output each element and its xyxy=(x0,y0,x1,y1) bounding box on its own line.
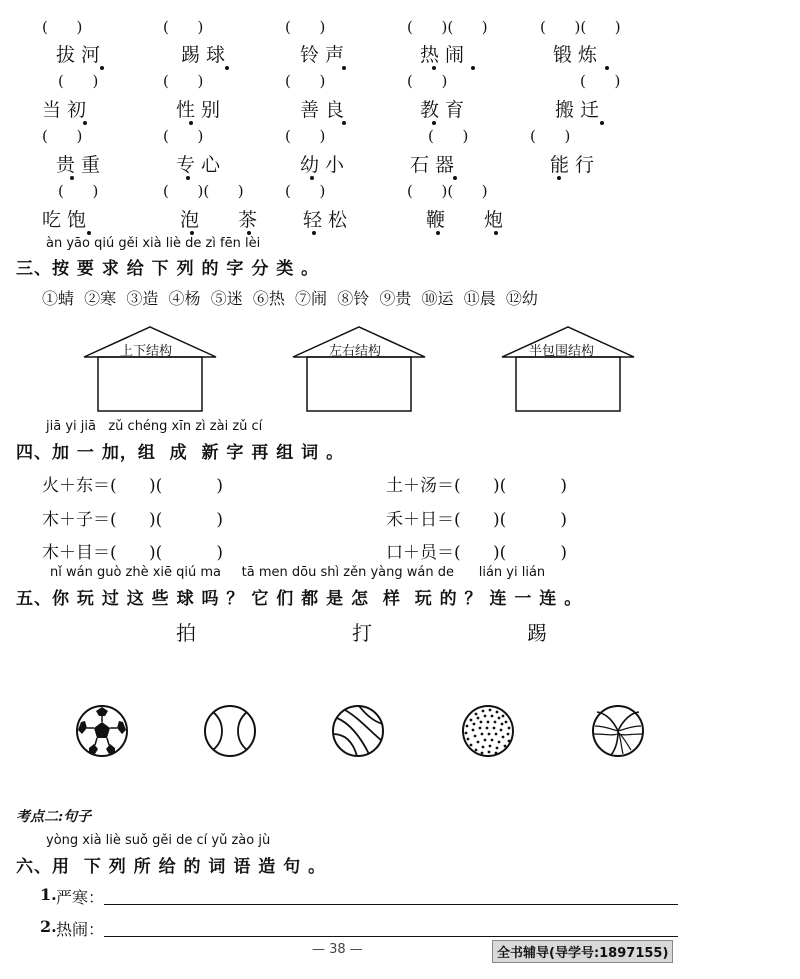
word: 石 器 xyxy=(410,154,455,176)
answer-line[interactable] xyxy=(104,904,678,905)
section-six-pinyin: yòng xià liè suǒ gěi de cí yǔ zào jù xyxy=(46,833,271,848)
pinyin-blank[interactable]: ( ) xyxy=(407,72,448,90)
volleyball-icon[interactable] xyxy=(591,704,645,758)
pinyin-blank[interactable]: ( ) xyxy=(285,72,326,90)
pinyin-blank[interactable]: ( ) xyxy=(163,127,204,145)
word: 性 别 xyxy=(176,99,221,121)
house-label: 左右结构 xyxy=(329,344,382,359)
pinyin-blank[interactable]: ( ) xyxy=(285,18,326,36)
verb-pat[interactable]: 拍 xyxy=(176,621,196,645)
word: 能 行 xyxy=(550,154,595,176)
page-number: — 38 — xyxy=(312,942,363,957)
equation-row[interactable]: 土＋汤＝( )( ) xyxy=(386,476,567,496)
item-label: 热闹： xyxy=(56,920,105,939)
word: 热 闹 xyxy=(420,44,465,66)
section-five-title: 五、你 玩 过 这 些 球 吗 ？ 它 们 都 是 怎 样 玩 的 ？ 连 一 连 。 xyxy=(16,589,583,609)
item-label: 严寒： xyxy=(56,888,105,907)
pinyin-blank[interactable]: ( ) xyxy=(163,18,204,36)
house-label: 上下结构 xyxy=(120,344,173,359)
word: 搬 迁 xyxy=(555,99,600,121)
basketball-icon[interactable] xyxy=(331,704,385,758)
word: 吃 饱 xyxy=(42,209,87,231)
equation-row[interactable]: 火＋东＝( )( ) xyxy=(42,476,223,496)
section-six-title: 六、用 下 列 所 给 的 词 语 造 句 。 xyxy=(16,857,327,877)
word: 锻 炼 xyxy=(553,44,598,66)
pinyin-blank[interactable]: ( ) xyxy=(530,127,571,145)
section-three-title: 三、按 要 求 给 下 列 的 字 分 类 。 xyxy=(16,259,320,279)
word: 幼 小 xyxy=(300,154,345,176)
verb-kick[interactable]: 踢 xyxy=(527,621,547,645)
pinyin-blank[interactable]: ( ) xyxy=(285,127,326,145)
pinyin-blank[interactable]: ( ) xyxy=(58,72,99,90)
pinyin-blank[interactable]: ( ) xyxy=(42,127,83,145)
dotted-ball-icon[interactable] xyxy=(461,704,515,758)
answer-line[interactable] xyxy=(104,936,678,937)
word: 拔 河 xyxy=(56,44,101,66)
pinyin-blank[interactable]: ( ) xyxy=(285,182,326,200)
word: 鞭 xyxy=(426,209,446,231)
house-label: 半包围结构 xyxy=(529,344,595,359)
pinyin-blank[interactable]: ( )( ) xyxy=(407,18,488,36)
word: 踢 球 xyxy=(181,44,226,66)
equation-row[interactable]: 口＋员＝( )( ) xyxy=(386,543,567,563)
word: 教 育 xyxy=(420,99,465,121)
section-five-pinyin: nǐ wán guò zhè xiē qiú ma tā men dōu shì zěn yàng wán de lián yi lián xyxy=(50,565,546,580)
pinyin-blank[interactable]: ( ) xyxy=(163,72,204,90)
section-three-pinyin: àn yāo qiú gěi xià liè de zì fēn lèi xyxy=(46,236,261,251)
word: 当 初 xyxy=(42,99,87,121)
word: 茶 xyxy=(238,209,258,231)
equation-row[interactable]: 木＋目＝( )( ) xyxy=(42,543,223,563)
word: 善 良 xyxy=(300,99,345,121)
pinyin-blank[interactable]: ( ) xyxy=(428,127,469,145)
pinyin-blank[interactable]: ( ) xyxy=(42,18,83,36)
word: 泡 xyxy=(180,209,200,231)
pinyin-blank[interactable]: ( )( ) xyxy=(407,182,488,200)
word: 贵 重 xyxy=(56,154,101,176)
section-four-title: 四、加 一 加，组 成 新 字 再 组 词 。 xyxy=(16,443,345,463)
key-point-title: 考点二:句子 xyxy=(16,809,92,825)
tennis-ball-icon[interactable] xyxy=(203,704,257,758)
word: 专 心 xyxy=(176,154,221,176)
verb-hit[interactable]: 打 xyxy=(352,621,372,645)
equation-row[interactable]: 木＋子＝( )( ) xyxy=(42,510,223,530)
pinyin-blank[interactable]: ( )( ) xyxy=(163,182,244,200)
pinyin-blank[interactable]: ( ) xyxy=(58,182,99,200)
equation-row[interactable]: 禾＋日＝( )( ) xyxy=(386,510,567,530)
item-number: 1. xyxy=(40,885,57,904)
pinyin-blank[interactable]: ( )( ) xyxy=(540,18,621,36)
item-number: 2. xyxy=(40,917,57,936)
word: 炮 xyxy=(484,209,504,231)
word: 轻 松 xyxy=(303,209,348,231)
character-list: ①蜻 ②寒 ③造 ④杨 ⑤迷 ⑥热 ⑦闹 ⑧铃 ⑨贵 ⑩运 ⑪晨 ⑫幼 xyxy=(42,289,538,308)
pinyin-blank[interactable]: ( ) xyxy=(580,72,621,90)
word: 铃 声 xyxy=(300,44,345,66)
section-four-pinyin: jiā yi jiā zǔ chéng xīn zì zài zǔ cí xyxy=(46,419,263,434)
soccer-ball-icon[interactable] xyxy=(75,704,129,758)
guide-badge: 全书辅导(导学号:1897155) xyxy=(492,940,673,963)
